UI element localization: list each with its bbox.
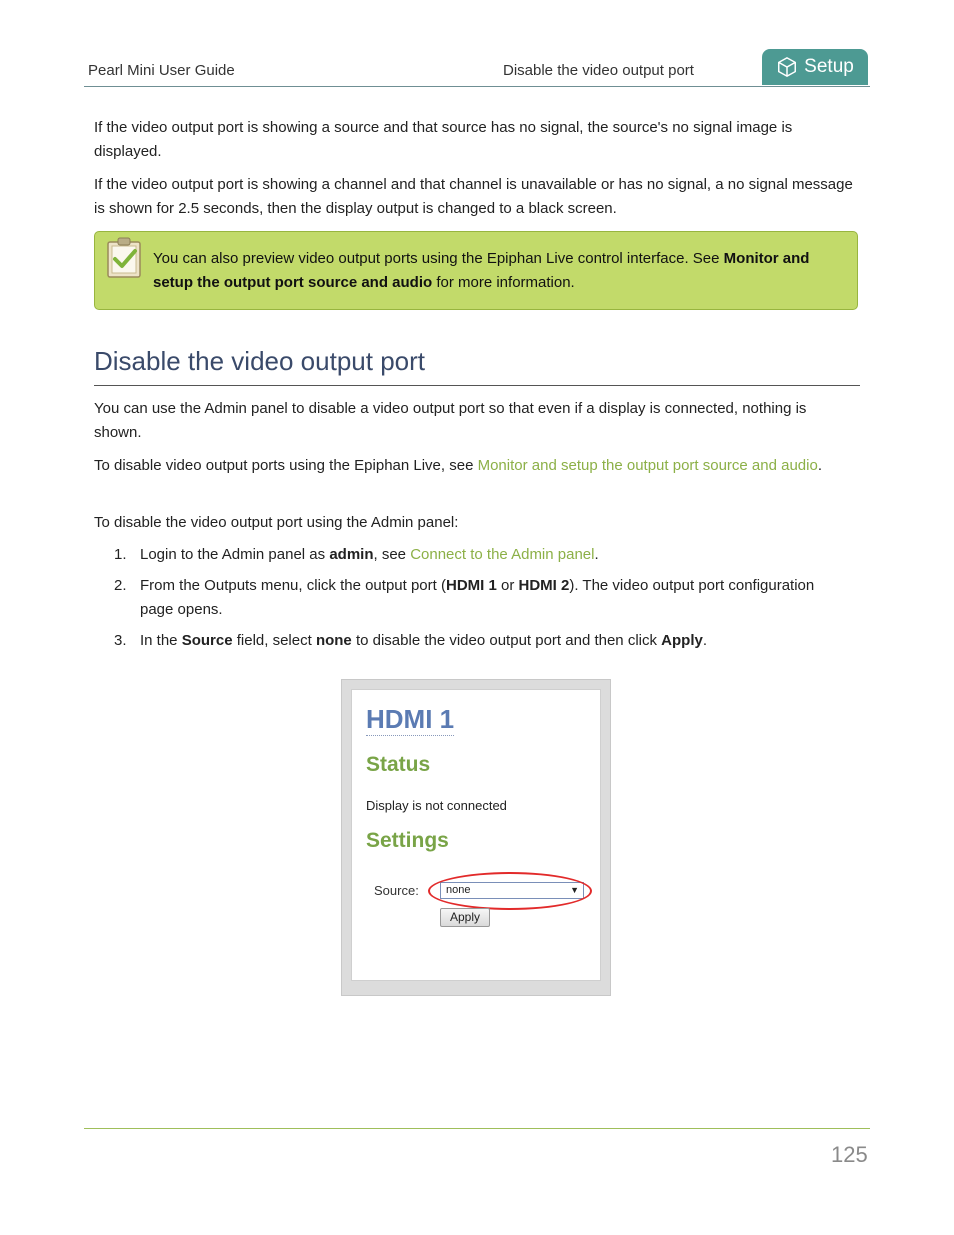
connect-admin-panel-link[interactable]: Connect to the Admin panel: [410, 546, 595, 563]
status-heading: Status: [366, 753, 431, 776]
step-number: 2.: [114, 577, 127, 594]
step-text-part: Login to the Admin panel as: [140, 546, 330, 563]
section-heading-rule: [94, 385, 860, 386]
step-bold: Apply: [661, 632, 703, 649]
step-bold: Source: [181, 632, 233, 649]
intro-paragraph-2: If the video output port is showing a channel and that channel is unavailable or has no signal, a no signal message is shown for 2.5 seconds, then the display output is changed to a black screen.: [94, 176, 853, 217]
source-select-value: none: [446, 884, 471, 896]
step-number: 1.: [114, 546, 127, 563]
intro-paragraph-1: If the video output port is showing a source and that source has no signal, the source's no signal image is displayed.: [94, 119, 793, 160]
note-text-part: for more information.: [432, 274, 575, 291]
monitor-setup-link[interactable]: Monitor and setup the output port source and audio: [477, 457, 818, 474]
note-box: [94, 231, 858, 310]
paragraph-text: To disable video output ports using the Epiphan Live, see: [94, 457, 478, 474]
header-rule: [84, 86, 870, 87]
step-number: 3.: [114, 632, 127, 649]
step-bold: admin: [329, 546, 374, 563]
step-text-part: , see: [373, 546, 411, 563]
step-text: [140, 574, 830, 622]
settings-heading: Settings: [366, 829, 449, 852]
page-number: 125: [831, 1142, 868, 1167]
highlight-circle: [428, 872, 592, 910]
step-text: [140, 543, 830, 567]
note-text-part: You can also preview video output ports using the Epiphan Live control interface. See: [153, 250, 724, 267]
paragraph-text: .: [817, 457, 822, 474]
step-bold: none: [315, 632, 352, 649]
cube-icon: [776, 56, 798, 78]
section-paragraph-3: To disable the video output port using the Admin panel:: [94, 514, 459, 531]
section-heading: Disable the video output port: [94, 346, 425, 376]
setup-tab-label: Setup: [804, 56, 854, 77]
step-bold: HDMI 2: [518, 577, 570, 594]
step-text-part: to disable the video output port and then click: [351, 632, 662, 649]
note-reference: Monitor and setup the output port source and audio: [153, 250, 810, 291]
dropdown-arrow-icon: ▼: [570, 885, 579, 895]
step-text-part: ). The video output port configuration page opens.: [140, 577, 815, 618]
step-text-part: In the: [140, 632, 182, 649]
section-paragraph-1: You can use the Admin panel to disable a video output port so that even if a display is connected, nothing is shown.: [94, 400, 807, 441]
running-header-section-title: Disable the video output port: [503, 62, 694, 79]
clipboard-check-icon: [106, 237, 142, 279]
apply-button[interactable]: Apply: [440, 908, 490, 927]
source-label: Source:: [374, 883, 419, 898]
admin-panel-screenshot: [341, 679, 611, 996]
step-text: [140, 629, 830, 653]
screenshot-panel: [351, 689, 601, 981]
section-paragraph-2: [94, 454, 854, 478]
hdmi-title: HDMI 1: [366, 704, 455, 734]
status-text: Display is not connected: [366, 798, 507, 813]
note-text: [153, 247, 833, 295]
setup-chapter-tab[interactable]: [762, 49, 868, 85]
step-text-part: .: [594, 546, 599, 563]
step-text-part: field, select: [232, 632, 316, 649]
step-text-part: or: [496, 577, 519, 594]
running-header-doc-title: Pearl Mini User Guide: [88, 62, 235, 79]
step-text-part: From the Outputs menu, click the output port (: [140, 577, 446, 594]
step-text-part: .: [702, 632, 707, 649]
footer-rule: [84, 1128, 870, 1129]
step-bold: HDMI 1: [445, 577, 497, 594]
